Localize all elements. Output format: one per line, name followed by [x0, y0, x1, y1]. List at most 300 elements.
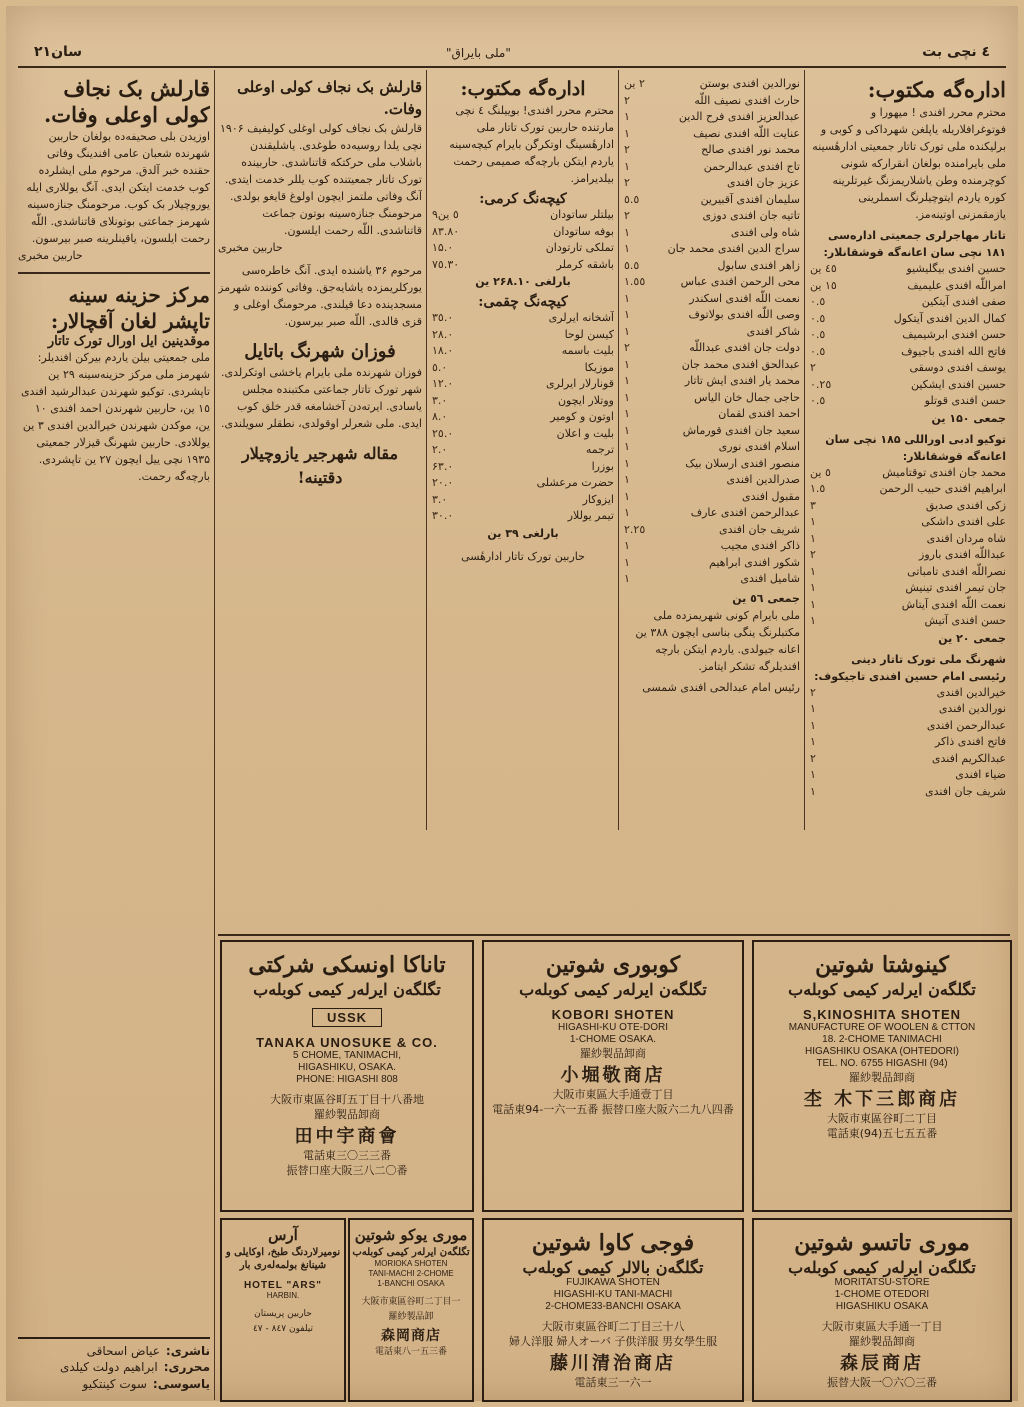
footer-label: ناشری:	[165, 1343, 210, 1358]
signature: رئیس امام عبدالحی افندی شمسی	[642, 680, 800, 694]
list-total: جمعی ٥٦ ین	[732, 591, 800, 605]
list-item-amount: ١	[624, 291, 630, 305]
list-item	[432, 508, 614, 525]
list-item-name: حسن افندی آتیش	[924, 614, 1006, 627]
list-item	[624, 373, 800, 390]
ad-fujikawa	[482, 1218, 744, 1402]
issue-number: سان۲۱	[34, 44, 83, 60]
list-item	[624, 406, 800, 423]
list-item-amount: ٢.٢٥	[624, 522, 646, 536]
list-item-amount: ٢	[810, 751, 816, 765]
list-item-amount: ١	[624, 423, 630, 437]
list-item-name: نورالدین افندی بوستن	[699, 77, 800, 90]
list-item	[810, 597, 1006, 614]
ad-logo: USSK	[312, 1008, 382, 1027]
section-rule	[18, 272, 210, 274]
ad-japanese-name: 小堀敬商店	[560, 1065, 666, 1086]
ad-phone: 電話東三一六一	[574, 1376, 652, 1389]
list-item-amount: ١	[810, 531, 816, 545]
thanks-note: ملی بایرام کونی شهریمزده ملی مکتبلرنگ ینگی بناسی ایچون ۳۸۸ ین اعانه جیولدی. یاردم ایتکن بارچه افندیلرگه تشکر ایتامز.	[635, 608, 800, 673]
donor-list	[810, 685, 1006, 801]
footer-row	[18, 1376, 210, 1393]
ad-address: 大阪市東區谷町五丁目十八番地	[270, 1093, 424, 1106]
list-item-amount: ٠.٥	[810, 344, 826, 358]
list-item-amount: ٥ ین	[810, 465, 831, 479]
list-item	[810, 393, 1006, 410]
list-item-name: ترجمه	[585, 443, 614, 456]
list-item-name: باشقه کرملر	[556, 257, 614, 271]
list-item-amount: ١	[624, 242, 630, 255]
newspaper-name: "ملی بایراق"	[446, 46, 511, 60]
list-item	[432, 409, 614, 426]
list-item-amount: ١	[624, 308, 630, 321]
ad-english-line: 1-BANCHI OSAKA	[377, 1279, 445, 1288]
list-item-name: ذاکر افندی مجیب	[720, 539, 800, 552]
list-item	[432, 343, 614, 360]
list-item-amount: ٢	[624, 209, 630, 222]
list-item-name: بلیت و اعلان	[556, 426, 614, 440]
ad-english-line: MORITATSU-STORE	[834, 1277, 930, 1288]
donor-list	[624, 76, 800, 588]
list-item-name: فاتح افندی ذاکر	[934, 735, 1006, 748]
ad-english-name: TANAKA UNOSUKE & CO.	[256, 1035, 438, 1050]
letter-title: اداره‌گه مکتوب:	[867, 77, 1006, 102]
list-item-amount: ٢	[810, 361, 816, 374]
list-item	[810, 278, 1006, 295]
list-item-name: منصور افندی ارسلان بیک	[685, 456, 800, 470]
group2-total: جمعی ۲۰ ین	[938, 631, 1006, 645]
list-item-amount: ۳٥.۰	[432, 311, 454, 324]
list-item-name: ووتلار ایچون	[557, 393, 614, 407]
list-item-amount: ١.٥٥	[624, 275, 646, 288]
list-item	[810, 344, 1006, 361]
list-item-name: مقبول افندی	[742, 489, 800, 503]
list-item-name: شاه ولی افندی	[730, 225, 800, 239]
ad-morioka	[348, 1218, 474, 1402]
list-item-name: عبداللّه افندی باروز	[919, 548, 1006, 561]
list-item-name: نورالدین افندی	[938, 702, 1006, 715]
ad-title: تاناکا اونسکی شرکتی	[248, 952, 446, 978]
ad-subtitle: تگلگه‌ن ایرله‌ر کیمی کوبله‌ب	[352, 1247, 470, 1258]
list-item	[810, 718, 1006, 735]
ad-english-line: HIGASHI-KU OTE-DORI	[557, 1022, 668, 1033]
list-item-amount: ١	[624, 390, 630, 404]
header-rule	[18, 66, 1006, 68]
list-item-name: شاکر افندی	[746, 324, 800, 338]
income-title: کیچه‌نگ کرمی:	[479, 191, 567, 207]
list-item-amount: ٠.٥	[810, 295, 826, 308]
list-item	[432, 376, 614, 393]
list-item-name: کمال الدین افندی آیتکول	[893, 311, 1006, 325]
list-item	[432, 207, 614, 224]
list-item	[624, 423, 800, 440]
ad-english-line: 1-CHOME OTEDORI	[834, 1289, 930, 1300]
list-item	[810, 294, 1006, 311]
list-item-amount: ۳.۰	[432, 393, 448, 407]
list-item	[624, 571, 800, 588]
list-item-amount: ١	[624, 324, 630, 338]
list-item-name: محمد یار افندی ایش تاتار	[684, 374, 800, 387]
list-item-amount: ١	[810, 735, 816, 748]
list-item-amount: ١.٥	[810, 482, 826, 495]
ad-english-line: HIGASHIKU OSAKA (OHTEDORI)	[805, 1046, 959, 1057]
expense-list	[432, 310, 614, 525]
list-item-name: بلیت باسمه	[561, 344, 614, 357]
list-item	[624, 357, 800, 374]
center-column	[432, 76, 614, 836]
list-item	[810, 564, 1006, 581]
ad-phone: تیلفون ۸٤۷ - ٤٧	[252, 1324, 314, 1334]
ad-title: کینوشتا شوتین	[815, 952, 949, 978]
list-item	[624, 93, 800, 110]
list-item-amount: ٠.٥	[810, 311, 826, 325]
list-item-name: عبدالعزیز افندی فرح الدین	[678, 110, 800, 123]
ad-english-line: PHONE: HIGASHI 808	[296, 1074, 398, 1085]
list-item	[432, 224, 614, 241]
ad-category: 羅紗製品卸	[388, 1312, 434, 1322]
letter-title: اداره‌گه مکتوب:	[460, 78, 586, 100]
list-item-amount: ٠.٥	[810, 394, 826, 407]
ad-hotel-ars	[220, 1218, 346, 1402]
list-item-amount: ٢	[624, 93, 630, 107]
footer-row	[18, 1359, 210, 1376]
list-item-amount: ١	[624, 159, 630, 173]
letter-intro: محترم محرر افندی! بوییلنگ ٤ نچی مارتنده حاربین تورک تاتار ملی ادارهٔسینگ اوتکرگن بایرام کیچه‌سینه یاردم ایتکن بارچه‌گه صمیمی رحمت بیلدیرامز.	[449, 104, 614, 185]
ad-phone: 大阪市東區谷町二丁目	[827, 1112, 937, 1125]
ad-japanese-name: 森辰商店	[840, 1353, 924, 1374]
column-divider	[618, 70, 619, 830]
list-item-amount: ١	[810, 784, 816, 798]
list-item	[624, 241, 800, 258]
section-title: مرکز حزینه سینه تاپشر لغان آقچالار:	[50, 283, 210, 333]
list-item	[432, 492, 614, 509]
list-item-name: عبدالکریم افندی	[931, 751, 1006, 765]
ad-subtitle: نومیرلاردنگ طبخ، اوکایلی و شینانغ بولمه‌له‌ری بار	[225, 1247, 341, 1271]
list-item-amount: ١	[624, 407, 630, 420]
list-item-name: عبدالحق افندی محمد جان	[681, 357, 800, 371]
list-item-name: تاتیه جان افندی دوزی	[702, 209, 800, 222]
list-item-amount: ۲۸.۰	[432, 327, 454, 341]
ad-kobori	[482, 940, 744, 1212]
list-item	[624, 522, 800, 539]
column-divider	[214, 70, 215, 1400]
list-item-name: نصراللّه افندی تامباتی	[907, 564, 1006, 578]
list-item-name: حسن افندی ابرشیمیف	[902, 328, 1006, 341]
list-item-amount: ١	[624, 539, 630, 552]
list-item	[810, 784, 1006, 801]
article-body: فوزان شهرنده ملی بایرام یاخشی اوتکرلدی. شهر تورک تاتار جماعتی مکتبنده مجلس یاسادی. ایرته‌دن آخشامغه قدر خلق کوب ایدی. ملی شعرلر اوقولدی، نطقلر سویلندی.	[221, 366, 422, 430]
ad-english-line: 18. 2-CHOME TANIMACHI	[822, 1034, 942, 1045]
list-item-name: حسین افندی ایشکین	[910, 377, 1006, 391]
ad-english-line: HIGASHIKU OSAKA	[835, 1301, 929, 1312]
list-item-amount: ١	[624, 357, 630, 371]
ad-english-line: HIGASHIKU, OSAKA.	[298, 1062, 396, 1073]
list-item	[810, 465, 1006, 482]
list-item-amount: ١	[624, 225, 630, 239]
list-item	[624, 225, 800, 242]
ad-kinoshita	[752, 940, 1012, 1212]
list-item	[624, 439, 800, 456]
income-total: بارلغی ۲۶۸.۱۰ ین	[475, 275, 571, 288]
footer-value: عیاض اسحاقی	[86, 1343, 160, 1358]
obituary-body: قارلش بک نجاف کولی اوغلی کولیفیف ۱۹۰۶ نچی یلدا روسیه‌ده طوغدی. یاشلیقندن باشلاب ملی حرکتکه قاتناشدی. حاربینده تورک تاتار جمعیتنده کوب یللر خدمت ایتدی. آنگ وفاتی ملتمز ایچون اولوغ قایغو بولدی. مرحومنگ جنازه‌سینه بوتون جماعت قاتناشدی. اللّه رحمت ایلسون.	[220, 122, 422, 237]
list-item	[432, 310, 614, 327]
list-item-name: حارث افندی نصیف اللّه	[694, 93, 800, 107]
ad-english-line: 1-CHOME OSAKA.	[569, 1034, 657, 1045]
list-item	[810, 261, 1006, 278]
list-item	[432, 459, 614, 476]
list-item-name: شامیل افندی	[740, 572, 800, 585]
list-item-amount: ١٥ ین	[810, 278, 837, 292]
list-item	[624, 291, 800, 308]
list-item-amount: ٠.٢٥	[810, 377, 832, 391]
list-item-name: تملکی تارتودان	[545, 241, 614, 254]
list-item	[624, 126, 800, 143]
ad-address: 大阪市東區谷町二丁目三十八	[541, 1320, 685, 1333]
list-item	[810, 751, 1006, 768]
list-item-amount: ١	[810, 768, 816, 781]
list-item-name: اوتون و کومیر	[550, 410, 614, 423]
list-item	[810, 734, 1006, 751]
list-item-name: سراج الدین افندی محمد جان	[667, 242, 800, 255]
list-item	[810, 311, 1006, 328]
list-item-name: محی الرحمن افندی عباس	[680, 275, 800, 288]
list-item	[624, 175, 800, 192]
expense-total: بارلغی ۳۹ ین	[487, 526, 559, 540]
list-item-amount: ٢	[810, 548, 816, 561]
group1-total: جمعی ۱۵۰ ین	[931, 411, 1006, 425]
list-item-name: حاجی جمال خان الیاس	[694, 390, 800, 404]
list-item-name: تیمر یوللار	[567, 509, 614, 522]
expense-title: کیچه‌نگ چقمی:	[478, 294, 568, 310]
ad-bank: 電話東94-一六一五番 振替口座大阪六二九八四番	[492, 1103, 734, 1116]
list-item	[624, 340, 800, 357]
list-item-amount: ۸۳.۸۰	[432, 224, 460, 238]
list-item	[810, 701, 1006, 718]
list-item	[624, 489, 800, 506]
ad-english-name: HOTEL "ARS"	[243, 1280, 323, 1291]
list-item	[810, 498, 1006, 515]
list-item-name: ایزوکار	[582, 492, 614, 506]
list-item-name: آشخانه ایرلری	[548, 311, 614, 324]
ad-title: موری یوکو شوتین	[354, 1226, 468, 1244]
list-item-name: محمد نور افندی صالح	[701, 143, 800, 156]
ad-japanese-name: 藤川清治商店	[550, 1353, 676, 1374]
main-headline: قارلش بک نجاف کولی اوعلی وفات.	[44, 76, 210, 127]
list-item-amount: ١	[624, 126, 630, 140]
list-item-name: شاه مردان افندی	[926, 531, 1006, 545]
list-item-amount: ١	[624, 374, 630, 387]
ad-address: 大阪市東區谷町二丁目一	[361, 1297, 461, 1307]
list-item	[432, 327, 614, 344]
list-item-amount: ١	[624, 489, 630, 503]
list-item-amount: ۸.۰	[432, 410, 448, 423]
list-item-name: خیرالدین افندی	[936, 685, 1006, 699]
list-item	[624, 258, 800, 275]
ad-moritatsu	[752, 1218, 1012, 1402]
ad-english-line: HARBIN.	[266, 1291, 300, 1300]
income-list	[432, 207, 614, 273]
ad-category: 羅紗製品卸商	[849, 1071, 915, 1084]
list-item	[810, 685, 1006, 702]
list-item-name: تاج افندی عبدالرحمن	[703, 159, 800, 173]
right-mid-column	[624, 76, 800, 836]
ad-phone: 電話東八一五三番	[374, 1347, 447, 1357]
list-item-amount: ١	[810, 515, 816, 528]
donor-list	[810, 261, 1006, 410]
list-item-amount: ٢	[810, 685, 816, 699]
ad-category: 婦人洋服 婦人オーバ 子供洋服 男女學生服	[509, 1335, 717, 1348]
list-item	[432, 393, 614, 410]
list-item	[624, 274, 800, 291]
list-item	[624, 505, 800, 522]
list-item-name: شکور افندی ابراهیم	[709, 555, 800, 569]
list-item-amount: ۱۲.۰	[432, 377, 454, 390]
list-item	[810, 613, 1006, 630]
list-item	[624, 456, 800, 473]
ad-address: حاربین پریستان	[254, 1309, 312, 1319]
list-item-amount: ٢ ین	[624, 77, 645, 90]
section-subtitle: موقدینین ایل اورال تورک تاتار	[47, 334, 210, 349]
list-item-amount: ١	[810, 581, 816, 594]
list-item	[624, 192, 800, 209]
list-item	[810, 377, 1006, 394]
ad-category: 羅紗製品卸商	[314, 1108, 380, 1121]
list-item-amount: ٣	[810, 498, 816, 512]
article-title: فوزان شهرنگ باتایل	[244, 341, 396, 362]
list-item-amount: ٢	[624, 176, 630, 189]
list-item-name: سلیمان افندی آقبیرین	[700, 192, 800, 206]
ad-title: فوجی کاوا شوتین	[531, 1230, 695, 1256]
list-item-name: عزیز جان افندی	[726, 176, 800, 189]
list-item-amount: ۱۸.۰	[432, 344, 454, 357]
footer-label: محرری:	[163, 1360, 210, 1374]
list-item-amount: ١	[624, 440, 630, 453]
list-item	[810, 481, 1006, 498]
obituary-title: قارلش بک نجاف کولی اوعلی وفات.	[237, 78, 422, 118]
list-item	[624, 159, 800, 176]
list-item	[810, 327, 1006, 344]
ad-subtitle: تگلگه‌ن ایرله‌ر کیمی کوبله‌ب	[788, 1258, 976, 1277]
ad-title: موری تاتسو شوتین	[794, 1230, 970, 1256]
ad-subtitle: تگلگه‌ن ایرله‌ر کیمی کوبله‌ب	[788, 980, 976, 999]
ad-category: 羅紗製品卸商	[580, 1047, 646, 1060]
list-item-amount: ٠.٥	[810, 328, 826, 341]
donor-list	[810, 465, 1006, 630]
list-item-name: عبدالرحمن افندی عارف	[690, 506, 800, 519]
list-item	[624, 555, 800, 572]
ad-english-line: 2-CHOME33-BANCHI OSAKA	[545, 1301, 681, 1312]
list-item-name: بوزرا	[591, 459, 614, 473]
list-item	[810, 514, 1006, 531]
list-item	[810, 531, 1006, 548]
list-item-amount: ۳۰.۰	[432, 509, 454, 522]
list-item	[432, 257, 614, 274]
list-item-name: قونارلار ایرلری	[546, 377, 614, 390]
list-item-amount: ٥.٥	[624, 192, 640, 206]
ad-bank: 電話東(94)五七五五番	[826, 1127, 938, 1140]
list-item-amount: ۲٥.۰	[432, 426, 454, 440]
list-item-name: زاهر افندی سابول	[717, 258, 800, 272]
list-item-name: شریف جان افندی	[925, 784, 1006, 798]
list-item-amount: ١	[810, 702, 816, 715]
group2-title: توکیو ادبی اوراللی ۱۸۵ نچی سان اعانه‌گه قوشقانلار:	[825, 432, 1006, 463]
ad-subtitle: تگلگه‌ن بالالر کیمی کوبله‌ب	[522, 1258, 704, 1277]
group1-title: تاتار مهاجرلری جمعیتی اداره‌سی ۱۸۱ نچی سان اعانه‌گه قوشقانلار:	[823, 229, 1006, 259]
group3-title: شهرنگ ملی تورک تاتار دینی رئیسی امام حسین افندی تاجیکوف:	[814, 652, 1006, 683]
ad-phone: 電話東三〇三三番	[303, 1149, 391, 1162]
list-item-amount: ٢	[624, 143, 630, 156]
newspaper-page	[6, 6, 1018, 1401]
list-item-amount: ١	[624, 572, 630, 585]
list-item	[810, 360, 1006, 377]
list-item	[810, 767, 1006, 784]
signature: حاربین مخبری	[18, 249, 83, 262]
list-item-name: عبدالرحمن افندی	[926, 718, 1006, 732]
ad-phone: 振替大阪一〇六〇三番	[827, 1376, 937, 1389]
ad-address: 大阪市東區大手通一丁目	[821, 1320, 943, 1333]
list-item-name: زکی افندی صدیق	[925, 498, 1006, 512]
list-item-name: وصی اللّه افندی بولاتوف	[688, 308, 800, 321]
column-divider	[426, 70, 427, 830]
ad-tanaka	[220, 940, 474, 1212]
list-item	[624, 390, 800, 407]
list-item-amount: ٤٥ ین	[810, 262, 837, 275]
list-item	[810, 580, 1006, 597]
list-item-name: بوفه ساتودان	[553, 224, 614, 238]
list-item-amount: ۶۳.۰	[432, 459, 454, 473]
list-item-amount: ۳.۰	[432, 492, 448, 506]
notice-title: مقاله‌ شهرجیر یازوچیلار دقتینه!	[241, 444, 399, 487]
ad-english-line: TEL. NO. 6755 HIGASHI (94)	[816, 1058, 948, 1069]
signature: حاربین مخبری	[218, 241, 283, 254]
list-item	[624, 76, 800, 93]
ad-title: آرس	[268, 1226, 298, 1244]
list-item	[624, 324, 800, 341]
ad-japanese-name: 杢 木下三郎商店	[803, 1089, 961, 1110]
list-item-name: کیسن لوحا	[564, 327, 614, 341]
ad-english-line: HIGASHI-KU TANI-MACHI	[553, 1289, 673, 1300]
list-item-name: علی افندی داشکی	[921, 515, 1006, 528]
ad-subtitle: تگلگه‌ن ایرله‌ر کیمی کوبله‌ب	[253, 980, 441, 999]
ad-subtitle: تگلگه‌ن ایرله‌ر کیمی کوبله‌ب	[519, 980, 707, 999]
list-item-amount: ۱۵.۰	[432, 241, 454, 254]
left-column	[218, 76, 422, 836]
list-item-name: نعمت اللّه افندی آیتاش	[901, 597, 1006, 611]
list-item-amount: ١	[810, 718, 816, 732]
list-item-name: بیلتلر ساتودان	[550, 208, 614, 221]
list-item-name: شریف جان افندی	[719, 522, 800, 536]
list-item-name: عنایت اللّه افندی نصیف	[693, 126, 800, 140]
list-item-name: امراللّه افندی علیمیف	[907, 278, 1006, 292]
letter-intro: محترم محرر افندی ! میهورا و فوتوغرافلاریله یاپلغن شهرداکی و کوبی و برلیکنده ملی تورک تاتار جمعیتی ادارهٔسینه ملی بایرامنده بولغان انقرارکه شونی کوچرمنده وطن یاشلاریمزنگ غیرتلرینه کوره یاردم ایتوچیلرنگ اسملرینی یازمقمزنی اوتینه‌مز.	[812, 106, 1006, 221]
ad-english-line: MORIOKA SHOTEN	[374, 1259, 448, 1268]
list-item-name: نعمت اللّه افندی اسکندر	[689, 291, 800, 305]
obituary-body-2: مرحوم ۳۶ یاشنده ایدی. آنگ خاطره‌سی یورکلریمزده یاشایه‌جق. وفاتی کوننده شهرمز مسجدینده دعا قیلندی. مرحومنگ اوغلی و قزی قالدی. اللّه صبر بیرسون.	[218, 264, 422, 328]
list-item	[432, 426, 614, 443]
list-item-amount: ۷٥.۳۰	[432, 257, 460, 271]
list-item	[432, 360, 614, 377]
list-item-amount: ۲۰.۰	[432, 476, 454, 489]
list-item-amount: ١	[810, 564, 816, 578]
ad-english-name: S,KINOSHITA SHOTEN	[802, 1007, 962, 1022]
list-item-amount: ١	[624, 473, 630, 486]
ad-english-name: KOBORI SHOTEN	[551, 1007, 675, 1022]
signature: حاربین تورک تاتار ادارهٔسی	[461, 549, 585, 563]
footer-label: یاسوسی:	[152, 1376, 210, 1391]
ad-english-line: TANI-MACHI 2-CHOME	[368, 1269, 454, 1278]
list-item	[624, 307, 800, 324]
